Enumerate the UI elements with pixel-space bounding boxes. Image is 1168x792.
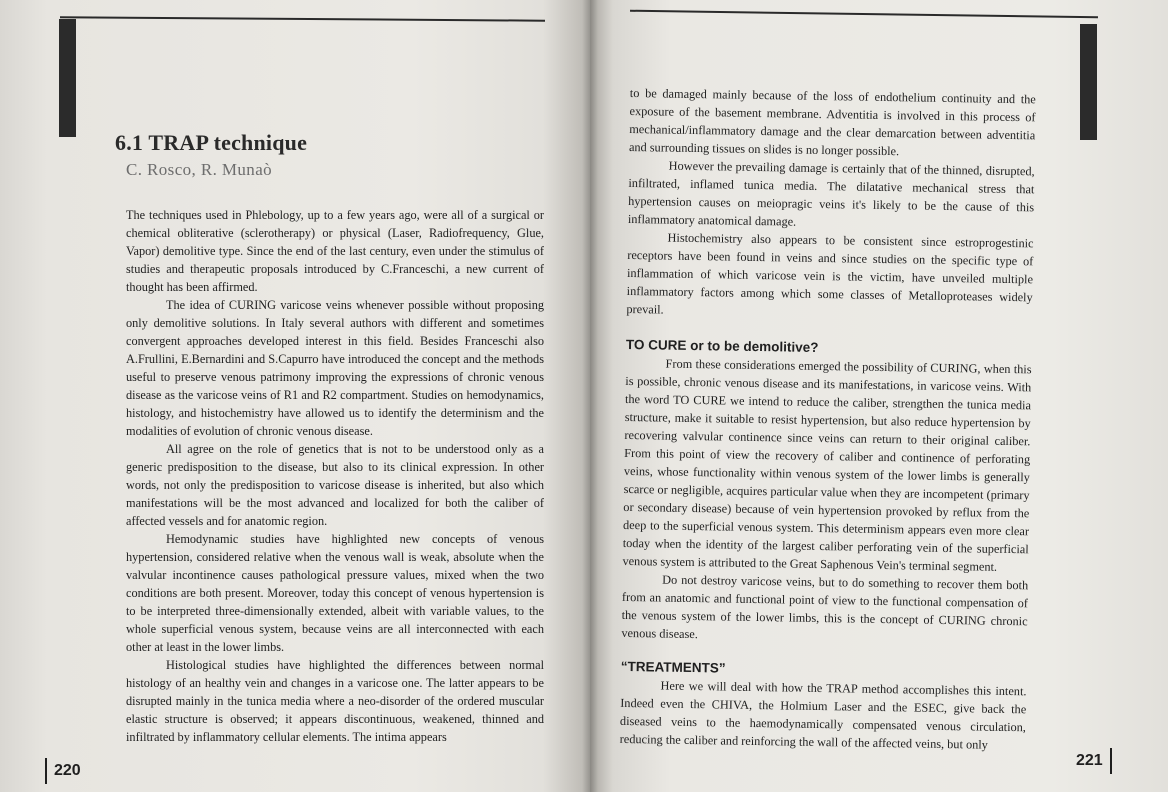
paragraph: The techniques used in Phlebology, up to a few years ago, were all of a surgical or chemical obliterative (sclerotherapy) or physical (Laser, Radiofrequency, Glue, Vapor) demolitive type. Since the end of the last century, even under the stimulus of studies and therapeutic proposals introduced by C.Franceschi, a new current of thought has been affirmed.: [126, 208, 544, 294]
section-title: 6.1 TRAP technique: [115, 130, 308, 155]
page-number-right: 221: [1076, 752, 1103, 769]
left-body-text: [126, 206, 544, 746]
paragraph: From these considerations emerged the possibility of CURING, when this is possible, chronic venous disease and its manifestations, in varicose veins. With the word TO CURE we intend to reduce the caliber, strengthen the tunica media structure, make it suitable to resist hypertension, but also reduce hypertension by recovering valvular continence since veins can return to their original caliber. From this point of view the recovery of caliber and continence of perforating veins, whose functionality within venous system of the lower limbs is generally scarce or negligible, acquires particular value when they are incompetent (primary or secondary disease) because of vein hypertension provoked by reflux from the deep to the superficial venous system. This determinism appears even more clear today when the identity of the largest caliber perforating vein of the superficial venous system is attributed to the Great Saphenous Vein's terminal segment.: [622, 356, 1032, 574]
right-body-text: [620, 84, 1036, 754]
page-number-left: 220: [54, 762, 81, 779]
right-chapter-bar: [1080, 24, 1097, 140]
paragraph: Histochemistry also appears to be consistent since estroprogestinic receptors have been found in veins and since studies on the specific type of inflammation of which varicose vein is the victim, have unveiled multiple inflammatory factors among which some classes of Metalloproteases widely prevail.: [626, 230, 1034, 317]
paragraph: Histological studies have highlighted the differences between normal histology of an healthy vein and changes in a varicose one. The latter appears to be disrupted mainly in the tunica media where a neo-disorder of the ordered muscular elastic structure is observed; it appears discontinuous, weakened, thinned and infiltrated by inflammatory cellular elements. The intima appears: [126, 658, 544, 744]
heading-treatments: “TREATMENTS”: [620, 658, 726, 676]
paragraph: Do not destroy varicose veins, but to do something to recover them both from an anatomic and functional point of view to the functional compensation of the venous system of the lower limbs, this is the concept of CURING chronic venous disease.: [621, 572, 1029, 642]
left-chapter-bar: [59, 19, 76, 137]
page-number-bar: [1110, 748, 1112, 774]
right-page: [590, 0, 1168, 792]
paragraph: to be damaged mainly because of the loss of endothelium continuity and the exposure of the basement membrane. Adventitia is involved in this process of mechanical/inflammatory damage and the clear demarcation between adventitia and surrounding tissues on slides is no longer possible.: [628, 85, 1036, 159]
paragraph: Here we will deal with how the TRAP method accomplishes this intent. Indeed even the CHIVA, the Holmium Laser and the ESEC, give back the diseased veins to the haemodynamically compensated venous circulation, reducing the caliber and reinforcing the wall of the affected veins, but only: [619, 678, 1027, 752]
left-top-rule: [60, 16, 545, 21]
authors: C. Rosco, R. Munaò: [126, 160, 273, 179]
heading-to-cure: TO CURE or to be demolitive?: [625, 336, 819, 355]
paragraph: The idea of CURING varicose veins whenever possible without proposing only demolitive solutions. In Italy several authors with different and sometimes convergent approaches developed interest in this field. Besides Franceschi also A.Frullini, E.Bernardini and S.Capurro have introduced the concept and the methods useful to preserve venous patrimony improving the expressions of chronic venous disease as the varicose veins of R1 and R2 compartment. Studies on hemodynamics, histology, and histochemistry have allowed us to identify the determinism and the modalities of evolution of chronic venous disease.: [126, 298, 544, 438]
page-number-bar: [45, 758, 47, 784]
paragraph: Hemodynamic studies have highlighted new concepts of venous hypertension, considered relative when the venous wall is weak, absolute when the valvular incontinence causes pathological pressure values, mixed when the two conditions are both present. Moreover, today this concept of venous hypertension is to be interpreted three-dimensionally extended, albeit with variable values, to the whole superficial venous system, because veins are all interconnected with each other at least in the lower limbs.: [126, 532, 544, 654]
paragraph: All agree on the role of genetics that is not to be understood only as a generic predisposition to the disease, but also to its clinical expression. In other words, not only the predisposition to varicose disease is inherited, but also which manifestations will be the most advanced and localized for both the caliber of affected vessels and for anatomic region.: [126, 442, 544, 528]
right-top-rule: [630, 10, 1098, 19]
book-gutter: [582, 0, 598, 792]
paragraph: However the prevailing damage is certainly that of the thinned, disrupted, infiltrated, inflamed tunica media. The dilatative mechanical stress that hypertension causes on meiopragic veins it's likely to be the cause of this inflammatory anatomical damage.: [627, 158, 1035, 229]
